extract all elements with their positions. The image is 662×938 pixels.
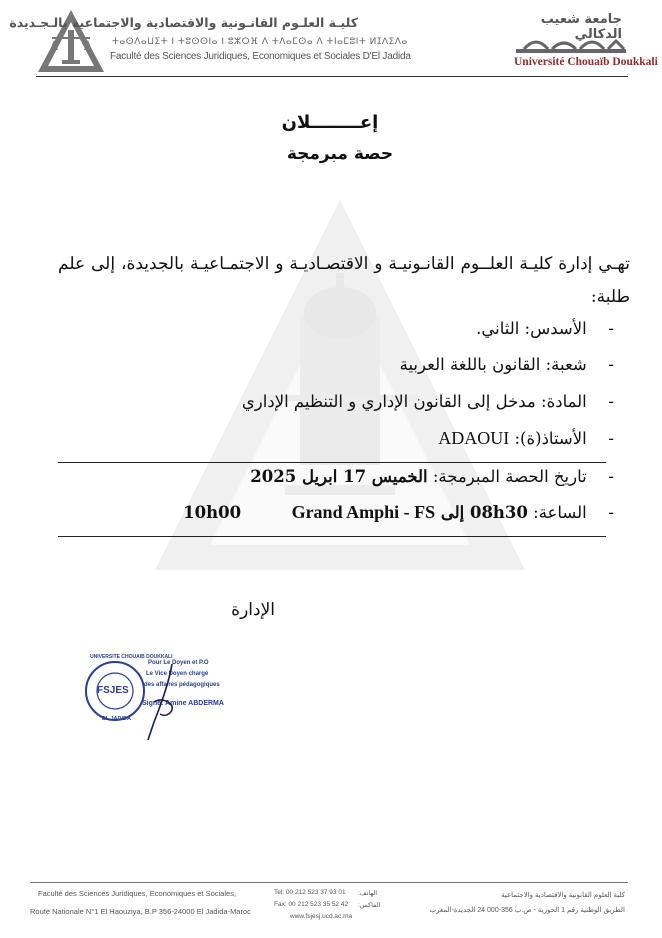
list-bullet: - (608, 429, 614, 448)
university-logo-mark (516, 33, 626, 55)
professor-name: ADAOUI (438, 428, 510, 448)
divider-top (58, 462, 606, 463)
list-bullet: - (608, 319, 614, 338)
footer-fax: Fax: 00 212 523 35 52 42 (274, 901, 349, 908)
stamp-line-4: Signé: Amine ABDERMA (142, 700, 224, 707)
footer-fax-ar: الفاكس: (358, 902, 381, 909)
stamp-logo-text: FSJES (97, 685, 129, 696)
semester-text: الأسدس: الثاني. (476, 319, 587, 338)
list-bullet: - (608, 355, 614, 374)
stamp-city: EL JADIDA (102, 716, 131, 722)
announcement-title: إعــــــــلان (281, 112, 379, 133)
stamp-line-1: Pour Le Doyen et P.O (148, 660, 209, 666)
stamp-ring-text: UNIVERSITE CHOUAIB DOUKKALI (90, 654, 173, 660)
faculty-name-tifinagh: ⵜⴰⵙⴷⴰⵡⵉⵜ ⵏ ⵜⵓⵙⵙⵏⴰ ⵏ ⵓⵣⵔⴼ ⴷ ⵜⴷⴰⵎⵙⴰ ⴷ ⵜⵏⴰⵎⵓⵏⵜ ⵍⵊⴷⵉⴷⴰ (112, 37, 408, 47)
time-value: 08h30 إلى 10h00 (183, 503, 528, 522)
intro-paragraph: تهـي إدارة كليـة العلــوم القانـونيـة و الاقتصـاديـة و الاجتمـاعيـة بالجديدة، إلى علم طلبة: (58, 254, 630, 307)
signoff-administration: الإدارة (231, 600, 275, 620)
list-item-professor (438, 428, 614, 449)
divider-bottom (58, 536, 606, 537)
subject-text: المادة: مدخل إلى القانون الإداري و التنظيم الإداري (241, 392, 587, 411)
footer-right-line2: الطريق الوطنية رقم 1 الحوزية - ص.ب 356-000 24 الجديدة-المغرب (429, 907, 625, 914)
faculty-name-french: Faculté des Sciences Juridiques, Economiques et Sociales D'El Jadida (110, 51, 411, 62)
date-value: الخميس 17 ابريل 2025 (250, 467, 428, 486)
footer-left-line2: Route Nationale N°1 El Haouziya, B.P 356-24000 El Jadida-Maroc (30, 907, 251, 916)
list-bullet: - (608, 467, 614, 486)
list-item-track (400, 355, 614, 374)
footer-divider (30, 882, 628, 883)
official-stamp (84, 652, 244, 742)
list-bullet: - (608, 392, 614, 411)
footer-tel: Tel: 00 212 523 37 93 01 (274, 889, 346, 896)
professor-label: الأستاذ(ة): (514, 429, 587, 448)
list-item-subject (242, 392, 614, 411)
date-label: تاريخ الحصة المبرمجة: (432, 467, 587, 486)
university-name-arabic: جامعة شعيب الدكالي (540, 12, 622, 42)
list-item-date (250, 467, 614, 486)
footer-tel-ar: الهاتف: (358, 890, 378, 897)
university-name-french: Université Chouaïb Doukkali (514, 56, 658, 68)
list-bullet: - (608, 503, 614, 522)
venue: Grand Amphi - FS (291, 502, 436, 522)
header-divider (36, 76, 628, 77)
footer-left-line1: Faculté des Sciences Juridiques, Economiques et Sociales, (38, 889, 237, 898)
faculty-name-arabic: كليـة العلـوم القانـونية والاقتصادية والاجتماعية بالـجـديدة (9, 15, 358, 30)
announcement-subtitle: حصة مبرمجة (286, 144, 394, 164)
handwritten-signature (114, 662, 224, 742)
stamp-line-3: des affaires pédagogiques (144, 682, 220, 688)
footer-right-line1: كلية العلوم القانونية والاقتصادية والاجتماعية (501, 892, 625, 899)
stamp-line-2: Le Vice Doyen chargé (146, 671, 209, 677)
list-item-semester (476, 319, 614, 338)
list-item-time (183, 502, 614, 523)
track-text: شعبة: القانون باللغة العربية (399, 355, 587, 374)
time-label: الساعة: (533, 503, 587, 522)
footer-website: www.fsjesj.ucd.ac.ma (290, 913, 353, 920)
